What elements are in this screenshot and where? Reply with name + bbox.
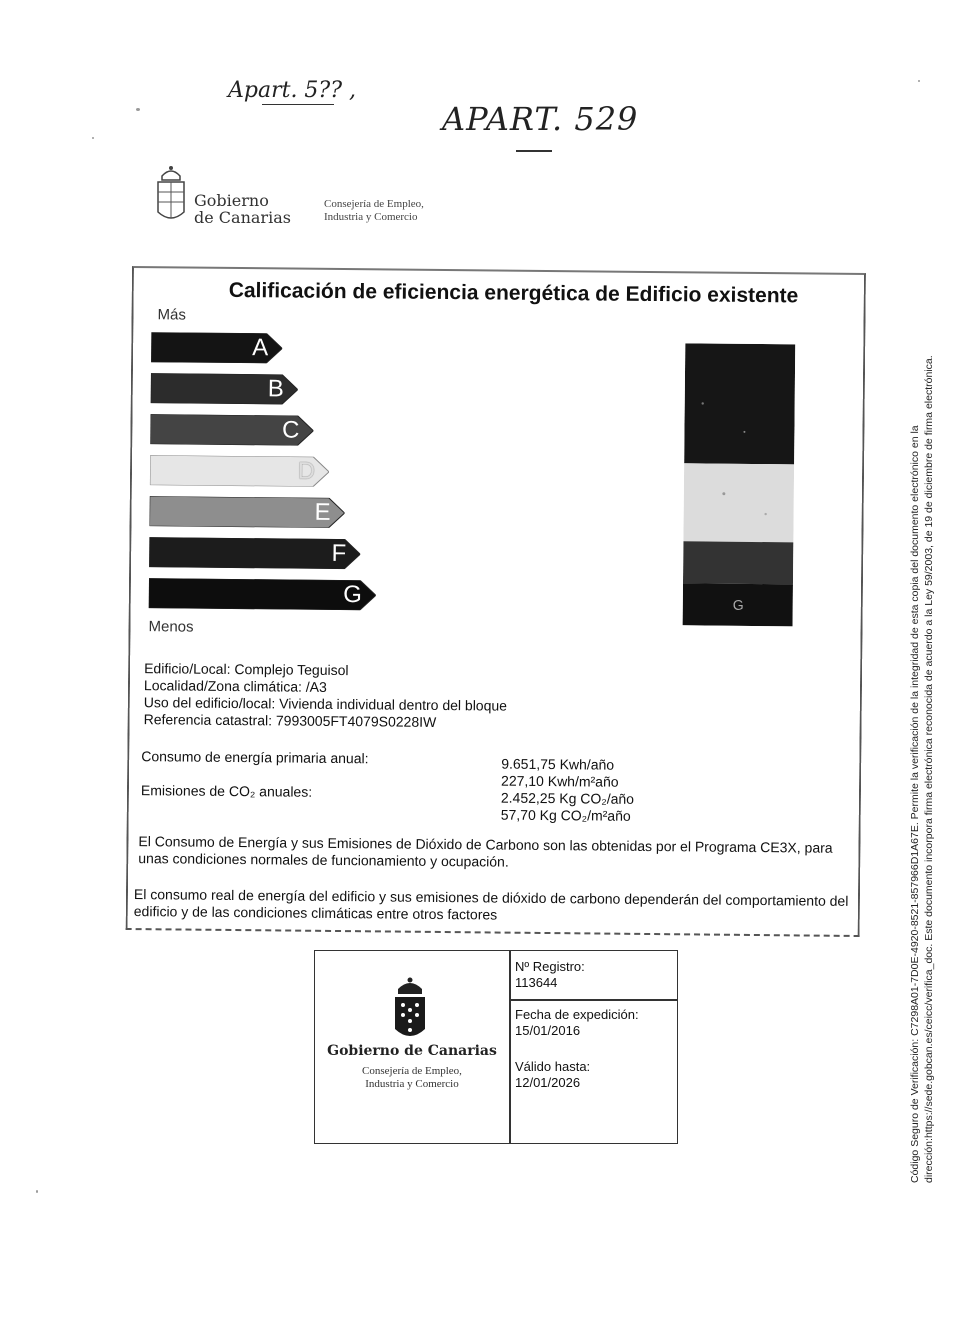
energy-certificate-box: [126, 266, 866, 937]
registro-field: [515, 959, 585, 991]
rating-letter: G: [732, 596, 744, 613]
scale-more-label: Más: [157, 306, 186, 324]
consumo-anual-value: 9.651,75 Kwh/año: [501, 755, 615, 773]
consumo-m2-value: 227,10 Kwh/m²año: [501, 772, 619, 790]
energy-bar-d: [150, 455, 329, 487]
building-info: [144, 660, 508, 731]
scan-speck: [36, 1190, 38, 1193]
registration-divider: [509, 951, 511, 1143]
registration-consejeria: [315, 1065, 509, 1091]
energy-bar-letter: D: [297, 457, 316, 485]
scan-speck: [136, 108, 140, 111]
energy-bar-e: [150, 496, 345, 528]
emisiones-m2-value: 57,70 Kg CO₂/m²año: [500, 806, 631, 824]
energy-bar-a: [151, 332, 282, 363]
verification-side-text: [908, 248, 936, 1183]
registro-value: 113644: [515, 975, 558, 990]
coat-of-arms-icon: [150, 162, 192, 232]
note-ce3x: El Consumo de Energía y sus Emisiones de Dióxido de Carbono son las obtenidas por el Programa CE3X, para unas condiciones normales de funcionamiento y ocupación.: [138, 833, 833, 870]
consejeria-line: Consejería de Empleo,: [362, 1065, 462, 1077]
certificate-title: Calificación de eficiencia energética de Edificio existente: [228, 278, 799, 308]
energy-values: [501, 756, 635, 825]
registration-divider: [509, 999, 677, 1001]
consumo-label: Consumo de energía primaria anual:: [141, 748, 369, 767]
energy-bar-letter: C: [281, 416, 300, 444]
fecha-label: Fecha de expedición:: [515, 1007, 639, 1022]
coat-of-arms-icon: [385, 975, 435, 1047]
building-referencia: Referencia catastral: 7993005FT4079S0228IW: [143, 711, 437, 730]
consejeria-line: Industria y Comercio: [324, 211, 418, 223]
scan-speck: [92, 137, 94, 139]
energy-bar-b: [151, 373, 298, 404]
note-real-consumption: El consumo real de energía del edificio y sus emisiones de dióxido de carbono dependerán del comportamiento del edificio y de las condiciones climáticas entre otros factores: [133, 886, 849, 923]
emisiones-label: Emisiones de CO₂ anuales:: [140, 782, 313, 800]
fecha-field: [515, 1007, 639, 1039]
logo-name-line: Gobierno: [194, 191, 269, 210]
energy-bar-g: [149, 578, 376, 610]
consejeria-line: Industria y Comercio: [365, 1078, 459, 1090]
verification-line: dirección:https://sede.gobcan.es/ceicc/verifica_doc. Este documento incorpora firma electrónica reconocida de acuerdo a la Ley 59/2003, de 19 de diciembre de firma electrónica.: [923, 355, 935, 1183]
building-localidad: Localidad/Zona climática: /A3: [143, 677, 327, 695]
handwritten-scribble: Apart. 5?? ,: [228, 78, 357, 103]
scale-less-label: Menos: [148, 618, 194, 636]
energy-bar-letter: A: [252, 334, 269, 362]
energy-scale: [149, 332, 412, 624]
handwritten-apartment-note: APART. 529: [442, 100, 639, 138]
energy-bar-letter: B: [267, 375, 284, 403]
building-edificio: Edificio/Local: Complejo Teguisol: [144, 660, 349, 679]
emisiones-anual-value: 2.452,25 Kg CO₂/año: [500, 789, 635, 807]
valido-value: 12/01/2026: [515, 1075, 581, 1090]
rating-indicator-graphic: [683, 343, 796, 626]
energy-bar-letter: G: [343, 581, 362, 609]
fecha-value: 15/01/2016: [515, 1023, 581, 1038]
logo-name-line: de Canarias: [194, 208, 291, 227]
consejeria-line: Consejería de Empleo,: [324, 198, 424, 210]
energy-bar-letter: F: [331, 539, 347, 568]
valido-label: Válido hasta:: [515, 1059, 591, 1074]
energy-bar-f: [149, 537, 360, 569]
gobierno-canarias-logo: [150, 162, 490, 232]
handwritten-underline: [516, 150, 552, 152]
verification-line: Código Seguro de Verificación: C7298A01-7D0E-4920-8521-857966D1A67E. Permite la verificación de la integridad de esta copia del documento electrónico en la: [909, 425, 921, 1183]
handwritten-underline: [262, 104, 334, 105]
registration-gobierno: Gobierno de Canarias: [327, 1043, 497, 1059]
rating-indicator: [683, 343, 796, 626]
registro-label: Nº Registro:: [515, 959, 585, 974]
logo-consejeria: [324, 198, 424, 224]
logo-name: [194, 192, 291, 226]
energy-bar-c: [150, 414, 313, 446]
energy-bar-letter: E: [314, 498, 331, 526]
scan-speck: [918, 80, 920, 82]
building-uso: Uso del edificio/local: Vivienda individual dentro del bloque: [143, 694, 508, 714]
registration-box: [314, 950, 678, 1144]
valido-field: [515, 1059, 590, 1091]
